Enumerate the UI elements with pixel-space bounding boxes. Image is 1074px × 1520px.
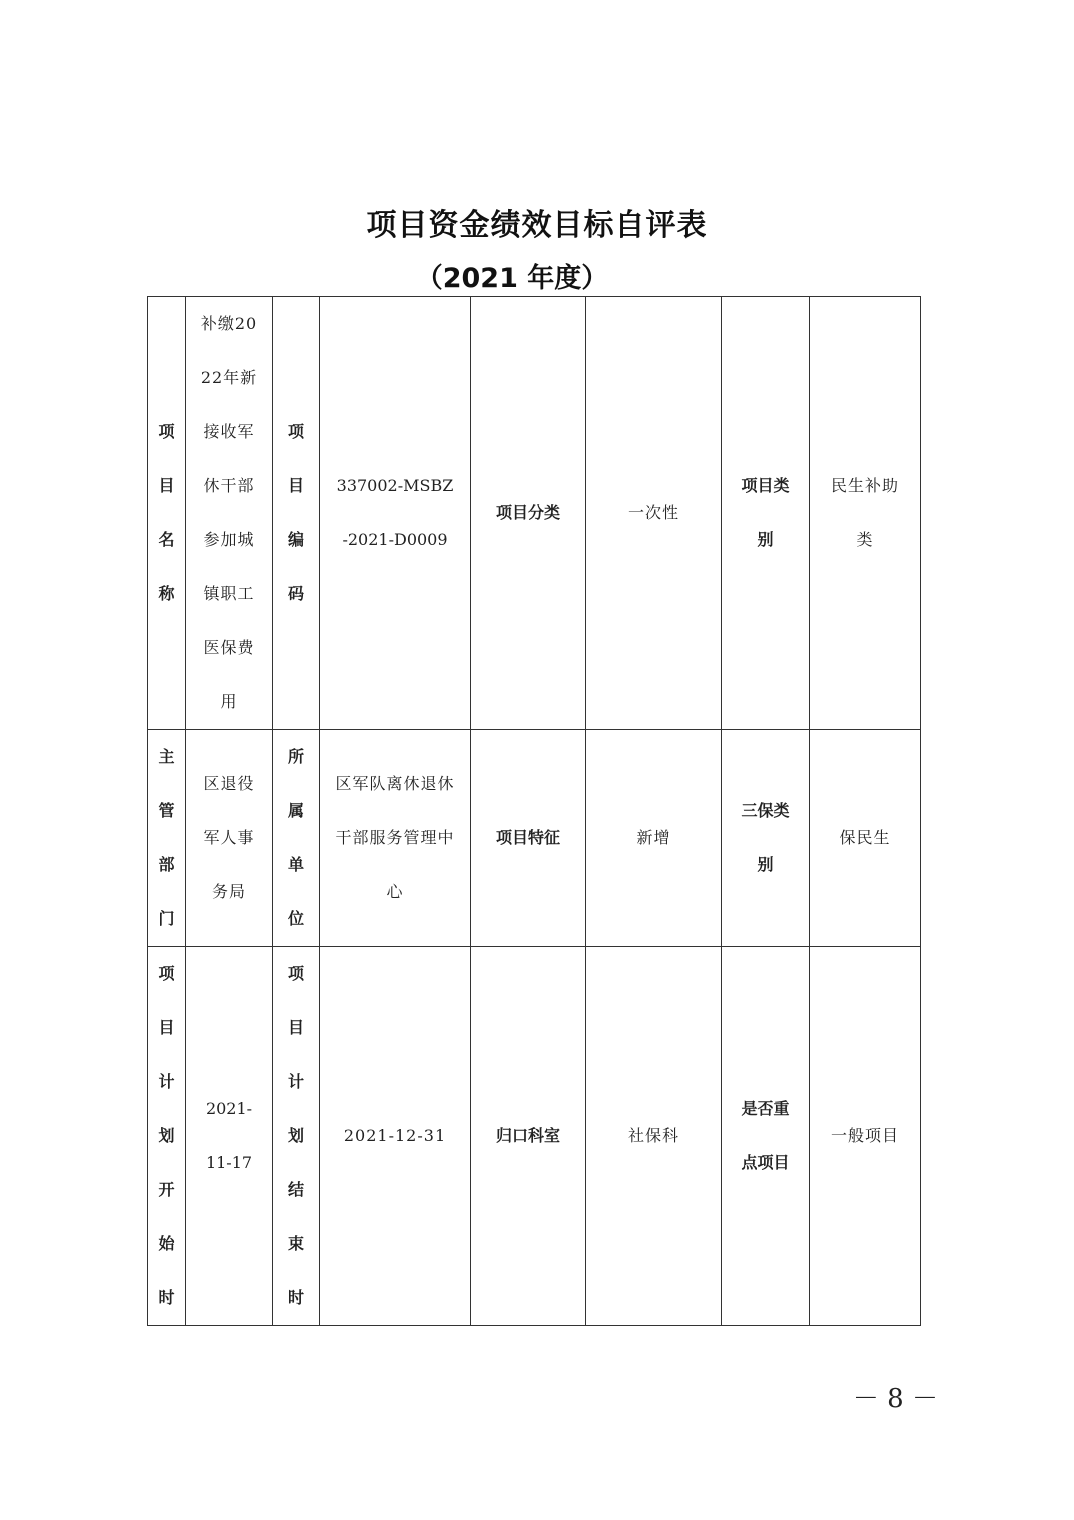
table-row <box>148 297 921 730</box>
sanbao-value: 保民生 <box>810 730 921 947</box>
project-name-label: 项目名称 <box>148 297 186 730</box>
start-time-label: 项目计划开始时 <box>148 947 186 1326</box>
project-feature-value: 新增 <box>586 730 722 947</box>
end-time-value: 2021-12-31 <box>320 947 471 1326</box>
project-code-value: 337002-MSBZ-2021-D0009 <box>320 297 471 730</box>
project-category-label: 项目分类 <box>471 297 586 730</box>
project-type-value: 民生补助类 <box>810 297 921 730</box>
project-name-value: 补缴2022年新接收军休干部参加城镇职工医保费用 <box>186 297 273 730</box>
department-value: 区退役军人事务局 <box>186 730 273 947</box>
key-project-label: 是否重点项目 <box>722 947 810 1326</box>
project-feature-label: 项目特征 <box>471 730 586 947</box>
end-time-label: 项目计划结束时 <box>273 947 320 1326</box>
office-value: 社保科 <box>586 947 722 1326</box>
department-label: 主管部门 <box>148 730 186 947</box>
start-time-value: 2021-11-17 <box>186 947 273 1326</box>
document-title: 项目资金绩效目标自评表 <box>366 208 708 243</box>
project-code-label: 项目编码 <box>273 297 320 730</box>
sanbao-label: 三保类别 <box>722 730 810 947</box>
page-number: － 8 － <box>852 1384 938 1414</box>
unit-label: 所属单位 <box>273 730 320 947</box>
office-label: 归口科室 <box>471 947 586 1326</box>
key-project-value: 一般项目 <box>810 947 921 1326</box>
table-row <box>148 947 921 1326</box>
project-category-value: 一次性 <box>586 297 722 730</box>
project-type-label: 项目类别 <box>722 297 810 730</box>
self-evaluation-table <box>147 296 921 1326</box>
table-row <box>148 730 921 947</box>
unit-value: 区军队离休退休干部服务管理中心 <box>320 730 471 947</box>
document-subtitle: （2021 年度） <box>415 263 609 294</box>
